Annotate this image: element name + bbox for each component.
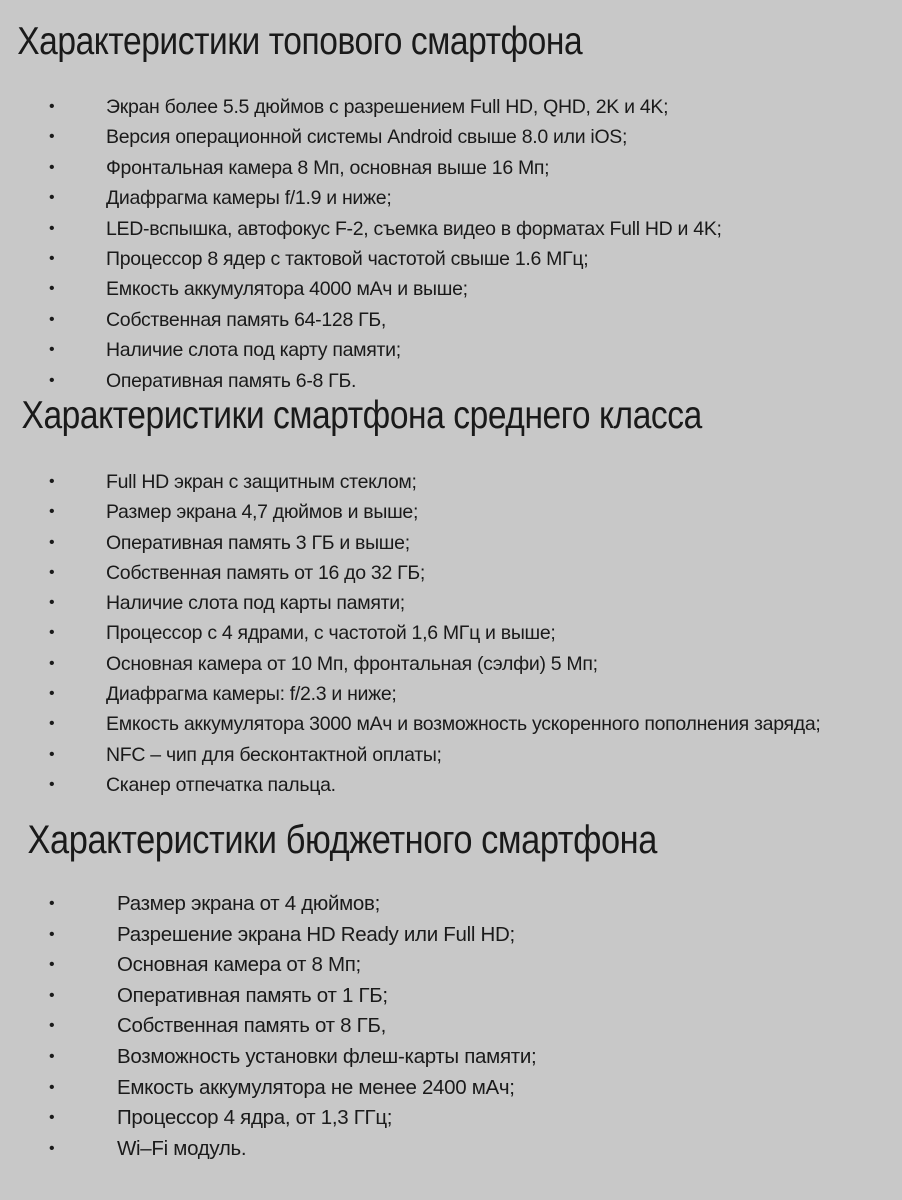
list-item — [0, 649, 902, 679]
list-item — [0, 981, 902, 1012]
list-item — [0, 1042, 902, 1073]
bullet-icon: • — [49, 249, 55, 267]
bullet-icon: • — [49, 371, 55, 389]
section-budget-smartphone — [0, 810, 902, 1164]
list-item-text: Наличие слота под карту памяти; — [106, 339, 401, 362]
list-item-text: Возможность установки флеш-карты памяти; — [117, 1044, 537, 1068]
bullet-icon: • — [49, 1047, 55, 1065]
bullet-icon: • — [49, 1078, 55, 1096]
list-item-text: Full HD экран с защитным стеклом; — [106, 471, 417, 493]
bullet-icon: • — [49, 745, 55, 763]
list-item-text: Сканер отпечатка пальца. — [106, 773, 336, 796]
list-item-text: Wi–Fi модуль. — [117, 1136, 247, 1160]
section-heading: Характеристики топового смартфона — [17, 20, 583, 63]
list-item-text: Собственная память от 8 ГБ, — [117, 1014, 387, 1038]
bullet-icon: • — [49, 98, 55, 115]
list-item-text: Процессор с 4 ядрами, с частотой 1,6 МГц и выше; — [106, 622, 556, 645]
bullet-icon: • — [49, 503, 55, 521]
bullet-icon: • — [49, 1139, 55, 1157]
list-item — [0, 1134, 902, 1165]
list-item — [0, 588, 902, 618]
list-item — [0, 153, 902, 183]
section-top-smartphone — [0, 14, 902, 396]
list-item — [0, 528, 902, 558]
bullet-icon: • — [49, 685, 55, 703]
list-item-text: Емкость аккумулятора не менее 2400 мАч; — [117, 1075, 515, 1099]
list-item-text: Основная камера от 10 Мп, фронтальная (сэлфи) 5 Мп; — [106, 652, 598, 675]
list-item — [0, 122, 902, 152]
bullet-icon: • — [49, 310, 55, 328]
bullet-icon: • — [49, 956, 55, 974]
spec-list — [0, 889, 902, 1164]
list-item-text: Размер экрана от 4 дюймов; — [117, 892, 381, 915]
list-item-text: Процессор 8 ядер с тактовой частотой свыше 1.6 МГц; — [106, 247, 589, 270]
list-item — [0, 497, 902, 527]
list-item-text: Оперативная память 6-8 ГБ. — [106, 369, 357, 392]
list-item — [0, 709, 902, 739]
bullet-icon: • — [49, 280, 55, 298]
section-heading: Характеристики бюджетного смартфона — [27, 818, 657, 862]
list-item-text: Диафрагма камеры: f/2.3 и ниже; — [106, 683, 397, 706]
list-item — [0, 679, 902, 709]
list-item — [0, 1103, 902, 1134]
list-item-text: Процессор 4 ядра, от 1,3 ГГц; — [117, 1106, 393, 1130]
list-item — [0, 183, 902, 213]
list-item-text: Оперативная память от 1 ГБ; — [117, 983, 388, 1007]
list-item-text: Экран более 5.5 дюймов с разрешением Full HD, QHD, 2K и 4K; — [106, 96, 669, 118]
list-item-text: Оперативная память 3 ГБ и выше; — [106, 531, 410, 554]
list-item-text: Собственная память 64-128 ГБ, — [106, 308, 386, 331]
bullet-icon: • — [49, 895, 55, 912]
list-item — [0, 244, 902, 274]
section-heading: Характеристики смартфона среднего класса — [21, 394, 702, 437]
bullet-icon: • — [49, 158, 55, 176]
list-item — [0, 740, 902, 770]
list-item — [0, 1073, 902, 1104]
bullet-icon: • — [49, 654, 55, 672]
list-item — [0, 92, 902, 122]
list-item-text: Фронтальная камера 8 Мп, основная выше 16 Мп; — [106, 156, 550, 179]
list-item — [0, 618, 902, 648]
list-item — [0, 335, 902, 365]
list-item-text: Емкость аккумулятора 3000 мАч и возможность ускоренного пополнения заряда; — [106, 713, 821, 736]
list-item-text: Основная камера от 8 Мп; — [117, 953, 361, 977]
bullet-icon: • — [49, 925, 55, 943]
list-item-text: Версия операционной системы Android свыше 8.0 или iOS; — [106, 126, 628, 149]
list-item — [0, 1011, 902, 1042]
list-item — [0, 770, 902, 800]
list-item — [0, 920, 902, 951]
list-item — [0, 889, 902, 920]
bullet-icon: • — [49, 533, 55, 551]
bullet-icon: • — [49, 775, 55, 793]
spec-list — [0, 92, 902, 396]
spec-list — [0, 467, 902, 800]
bullet-icon: • — [49, 189, 55, 207]
list-item-text: Собственная память от 16 до 32 ГБ; — [106, 561, 425, 584]
bullet-icon: • — [49, 594, 55, 612]
list-item — [0, 558, 902, 588]
bullet-icon: • — [49, 715, 55, 733]
list-item — [0, 467, 902, 497]
list-item — [0, 214, 902, 244]
list-item-text: LED-вспышка, автофокус F-2, съемка видео в форматах Full HD и 4K; — [106, 217, 722, 240]
list-item-text: Наличие слота под карты памяти; — [106, 592, 405, 615]
list-item-text: Диафрагма камеры f/1.9 и ниже; — [106, 187, 392, 210]
list-item-text: Емкость аккумулятора 4000 мАч и выше; — [106, 278, 468, 301]
bullet-icon: • — [49, 1109, 55, 1127]
list-item-text: Разрешение экрана HD Ready или Full HD; — [117, 922, 515, 946]
bullet-icon: • — [49, 473, 55, 490]
bullet-icon: • — [49, 1017, 55, 1035]
bullet-icon: • — [49, 341, 55, 359]
bullet-icon: • — [49, 219, 55, 237]
section-mid-range-smartphone — [0, 385, 902, 800]
list-item — [0, 305, 902, 335]
bullet-icon: • — [49, 986, 55, 1004]
bullet-icon: • — [49, 624, 55, 642]
list-item — [0, 950, 902, 981]
bullet-icon: • — [49, 128, 55, 146]
list-item-text: Размер экрана 4,7 дюймов и выше; — [106, 501, 419, 524]
bullet-icon: • — [49, 563, 55, 581]
list-item-text: NFC – чип для бесконтактной оплаты; — [106, 743, 442, 766]
list-item — [0, 274, 902, 304]
